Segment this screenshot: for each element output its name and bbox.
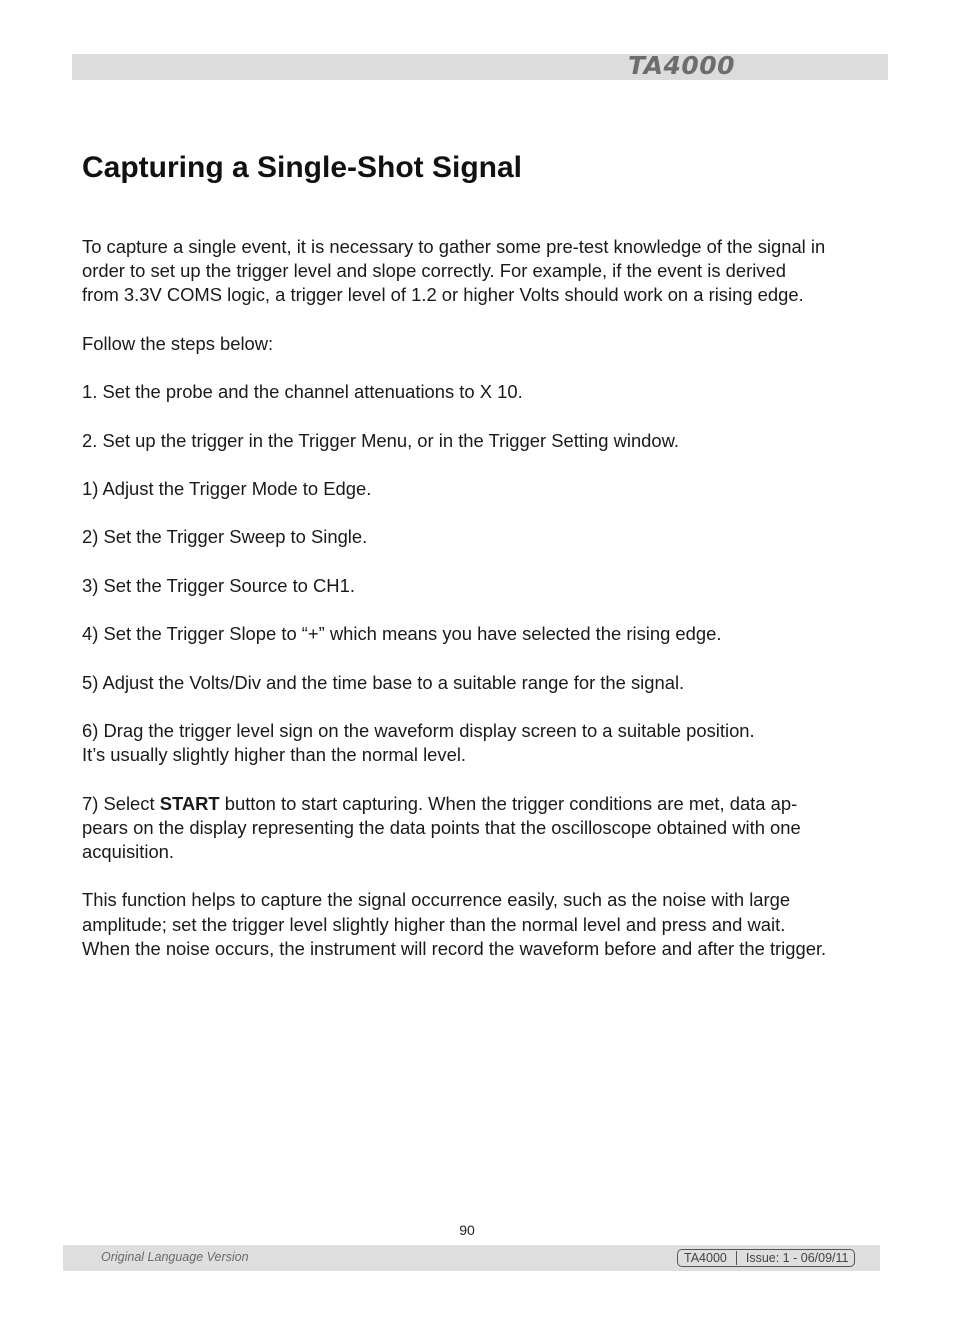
text-line: 1) Adjust the Trigger Mode to Edge. [82,477,372,499]
text-line [82,792,904,816]
text-line: 2. Set up the trigger in the Trigger Menu, or in the Trigger Setting window. [82,429,680,451]
text-line: 6) Drag the trigger level sign on the waveform display screen to a suitable position. [82,719,755,741]
text-line: amplitude; set the trigger level slightly higher than the normal level and press and wait. [82,913,786,935]
substep-7 [82,792,904,865]
text-line: 5) Adjust the Volts/Div and the time base to a suitable range for the signal. [82,671,685,693]
start-keyword: START [159,792,220,814]
text-line: When the noise occurs, the instrument will record the waveform before and after the trigger. [82,937,827,959]
text-segment: 7) Select [82,792,160,814]
steps-intro [82,332,904,356]
substep-3 [82,574,904,598]
text-line: 3) Set the Trigger Source to CH1. [82,574,355,596]
step-1 [82,380,904,404]
text-line: Follow the steps below: [82,332,274,354]
text-line: acquisition. [82,840,175,862]
header-model-title: TA4000 [628,51,736,80]
footer-language: Original Language Version [101,1250,249,1264]
text-line: To capture a single event, it is necessary to gather some pre-test knowledge of the signal in [82,236,826,257]
substep-2 [82,525,904,549]
footer-issue: Issue: 1 - 06/09/11 [745,1251,849,1265]
intro-paragraph [82,235,904,308]
text-line: 1. Set the probe and the channel attenuations to X 10. [82,381,523,403]
substep-4 [82,622,904,646]
substep-5 [82,671,904,695]
closing-paragraph [82,888,904,961]
text-line: order to set up the trigger level and slope correctly. For example, if the event is derived [82,260,786,282]
text-line: This function helps to capture the signal occurrence easily, such as the noise with large [82,889,791,911]
body-text [82,235,904,985]
substep-6 [82,719,904,767]
substep-1 [82,477,904,501]
text-line: from 3.3V COMS logic, a trigger level of 1.2 or higher Volts should work on a rising edge. [82,284,804,306]
footer-doc-info [677,1249,855,1267]
text-segment: button to start capturing. When the trigger conditions are met, data ap- [219,792,798,814]
footer-model: TA4000 [684,1251,727,1265]
text-line: 2) Set the Trigger Sweep to Single. [82,526,368,548]
text-line: It’s usually slightly higher than the normal level. [82,744,467,766]
header-bar [72,54,888,80]
page-title: Capturing a Single-Shot Signal [82,151,523,184]
page-number: 90 [459,1222,475,1238]
text-line: pears on the display representing the data points that the oscilloscope obtained with one [82,816,801,838]
footer-divider [736,1251,737,1265]
step-2 [82,429,904,453]
text-line: 4) Set the Trigger Slope to “+” which means you have selected the rising edge. [82,623,722,645]
